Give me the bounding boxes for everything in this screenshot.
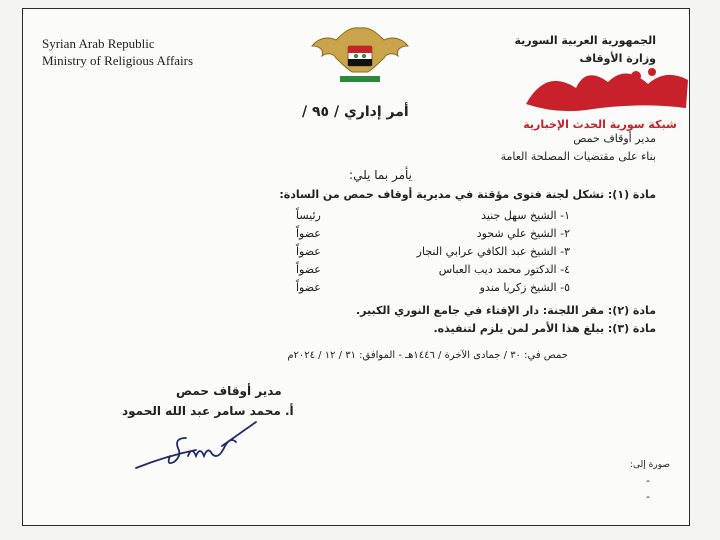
member-name: ٣- الشيخ عبد الكافي عرابي النجار (416, 245, 570, 258)
cc-dash: - (646, 490, 650, 503)
cc-dash: - (646, 474, 650, 487)
article-3: مادة (٣): يبلغ هذا الأمر لمن يلزم لتنفيذه. (433, 322, 656, 335)
member-role: عضواً (296, 281, 321, 294)
signer-name: أ. محمد سامر عبد الله الحمود (122, 404, 294, 418)
member-role: عضواً (296, 263, 321, 276)
header-en-ministry: Ministry of Religious Affairs (42, 53, 194, 68)
member-role: عضواً (296, 227, 321, 240)
member-role: رئيساً (296, 209, 321, 222)
signer-title: مدير أوقاف حمص (176, 384, 282, 398)
basis-line: بناء على مقتضيات المصلحة العامة (500, 150, 656, 163)
order-title: أمر إداري / ٩٥ / (302, 104, 409, 120)
member-name: ٤- الدكتور محمد ديب العباس (438, 263, 570, 276)
article-2: مادة (٢): مقر اللجنة: دار الإفتاء في جامع النوري الكبير. (355, 304, 656, 317)
member-name: ١- الشيخ سهل جنيد (481, 209, 570, 222)
addressee: مدير أوقاف حمص (573, 132, 656, 145)
member-role: عضواً (296, 245, 321, 258)
cc-label: صورة إلى: (630, 460, 670, 470)
signature-image (126, 416, 276, 476)
member-name: ٢- الشيخ علي شحود (476, 227, 570, 240)
date-line: حمص في: ٣٠ / جمادى الآخرة / ١٤٤٦هـ - الموافق: ٣١ / ١٢ / ٢٠٢٤م (287, 350, 568, 361)
alhadath-logo (516, 58, 696, 118)
article-1: مادة (١): تشكل لجنة فتوى مؤقتة في مديرية أوقاف حمص من السادة: (279, 188, 656, 201)
header-en-country: Syrian Arab Republic (42, 36, 155, 51)
header-ar-ministry: وزارة الأوقاف (579, 52, 656, 65)
header-ar-country: الجمهورية العربية السورية (514, 34, 656, 47)
watermark-subtitle: شبكة سورية الحدث الإخبارية (523, 118, 677, 131)
order-line: يأمر بما يلي: (349, 168, 412, 182)
eagle-emblem-icon (306, 22, 414, 86)
member-name: ٥- الشيخ زكريا مندو (479, 281, 570, 294)
